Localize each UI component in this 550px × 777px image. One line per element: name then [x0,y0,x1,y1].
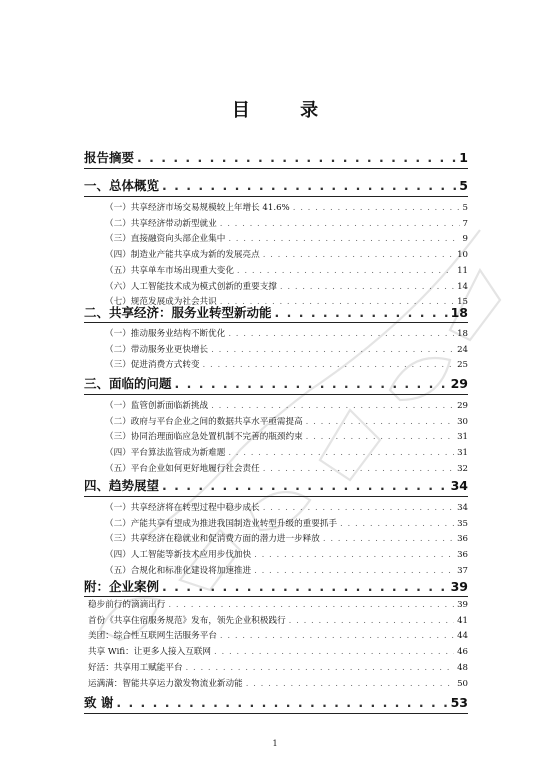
toc-item[interactable] [105,446,468,458]
toc-item[interactable] [105,415,468,427]
toc-item-title: （四）平台算法监管成为新难题 [105,448,226,459]
toc-section-5[interactable] [84,476,468,494]
dot-leader [214,647,454,657]
toc-item-page: 18 [457,329,468,339]
section-rule [84,168,468,169]
section-rule [84,496,468,497]
toc-item-page: 11 [457,265,468,276]
toc-item-page: 24 [457,344,468,355]
dot-leader [263,250,454,260]
toc-item[interactable] [88,645,468,657]
dot-leader [228,329,454,339]
dot-leader [137,150,456,165]
toc-item-title: 运满满：智能共享运力激发物流业新动能 [88,678,243,689]
dot-leader [228,448,454,458]
toc-item-title: （五）平台企业如何更好地履行社会责任 [105,463,260,474]
toc-item-page: 10 [457,250,468,261]
toc-item[interactable] [105,564,468,576]
toc-item-title: 美团：综合性互联网生活服务平台 [88,631,217,642]
section-rule [84,196,468,197]
toc-item-title: （三）直接融资向头部企业集中 [105,234,226,245]
toc-item-title: （一）监管创新面临新挑战 [105,401,209,411]
toc-section-page: 29 [450,376,468,391]
toc-item-title: （三）促进消费方式转变 [105,360,200,371]
toc-item-page: 36 [457,550,468,561]
dot-leader [237,266,454,276]
toc-item-title: 稳步前行的滴滴出行 [88,600,166,610]
dot-leader [186,663,455,673]
toc-item-title: （四）制造业产能共享成为新的发展亮点 [105,250,260,261]
dot-leader [246,679,454,689]
toc-section-2[interactable] [84,176,468,194]
toc-section-page: 5 [459,178,468,193]
toc-section-page: 18 [450,305,468,320]
dot-leader [162,178,456,193]
dot-leader [175,376,448,391]
dot-leader [162,579,448,594]
toc-section-page: 1 [459,150,468,165]
toc-item-page: 46 [457,647,468,658]
dot-leader [116,695,447,710]
toc-item[interactable] [88,614,468,626]
dot-leader [306,432,454,442]
toc-item-title: 好活：共享用工赋能平台 [88,662,183,673]
toc-item-page: 44 [457,631,468,642]
toc-item[interactable] [105,343,468,355]
toc-item[interactable] [105,501,468,513]
toc-item-page: 35 [457,518,468,529]
toc-item[interactable] [105,264,468,276]
toc-item-page: 29 [457,401,468,411]
toc-item[interactable] [105,201,468,213]
toc-item-title: （二）政府与平台企业之间的数据共享水平亟需提高 [105,416,303,427]
dot-leader [275,305,448,320]
toc-item-title: （五）共享单车市场出现重大变化 [105,265,234,276]
dot-leader [263,503,454,513]
toc-section-1[interactable] [84,148,468,166]
toc-section-title: 附：企业案例 [84,579,160,594]
toc-item[interactable] [88,661,468,673]
toc-section-6[interactable] [84,577,468,595]
toc-item-title: （二）带动服务业更快增长 [105,344,209,355]
toc-item-page: 32 [457,463,468,474]
toc-item-page: 25 [457,360,468,371]
toc-item[interactable] [105,430,468,442]
toc-item[interactable] [105,517,468,529]
toc-item[interactable] [105,532,468,544]
dot-leader [293,203,460,213]
page-number: 1 [272,739,278,748]
toc-item-title: （七）规范发展成为社会共识 [105,297,217,308]
toc-item-page: 7 [462,218,468,229]
dot-leader [323,534,454,544]
toc-item-title: 首份《共享住宿服务规范》发布，领先企业积极践行 [88,615,286,626]
toc-item-page: 37 [457,565,468,576]
toc-section-title: 二、共享经济：服务业转型新动能 [84,305,272,320]
toc-item[interactable] [88,598,468,610]
dot-leader [168,600,454,610]
toc-section-title: 一、总体概览 [84,178,160,193]
toc-item-page: 48 [457,662,468,673]
toc-item[interactable] [105,232,468,244]
toc-section-title: 报告摘要 [84,150,135,165]
toc-item-page: 34 [457,503,468,513]
toc-item-title: （二）共享经济带动新型就业 [105,218,217,229]
toc-item-page: 36 [457,534,468,545]
dot-leader [263,464,454,474]
toc-item-title: （六）人工智能技术成为模式创新的重要支撑 [105,281,277,292]
section-rule [84,394,468,395]
toc-section-4[interactable] [84,374,468,392]
toc-item-title: （一）共享经济将在转型过程中稳步成长 [105,503,260,513]
dot-leader [211,345,454,355]
page-title: 目 录 [231,100,341,121]
dot-leader [254,550,454,560]
toc-item-page: 15 [457,297,468,308]
dot-leader [211,401,454,411]
toc-item-page: 14 [457,281,468,292]
toc-item-page: 9 [462,234,468,245]
toc-item-page: 30 [457,416,468,427]
toc-item-title: （一）推动服务业结构不断优化 [105,329,226,339]
dot-leader [306,417,454,427]
toc-item-title: 共享 Wifi：让更多人接入互联网 [88,647,212,658]
toc-item-page: 5 [462,203,468,213]
toc-item[interactable] [88,629,468,641]
toc-item[interactable] [105,280,468,292]
toc-item[interactable] [105,248,468,260]
dot-leader [220,631,454,641]
toc-section-page: 53 [450,695,468,710]
dot-leader [220,219,460,229]
dot-leader [228,234,459,244]
toc-item[interactable] [105,358,468,370]
toc-item[interactable] [105,548,468,560]
toc-section-7[interactable] [84,693,468,711]
dot-leader [203,360,455,370]
dot-leader [280,282,454,292]
toc-item-title: （五）合规化和标准化建设将加速推进 [105,565,252,576]
toc-item-title: （三）协同治理面临应急处置机制不完善的瓶颈约束 [105,432,303,443]
section-rule [84,322,468,323]
toc-section-page: 34 [450,478,468,493]
toc-item-title: （一）共享经济市场交易规模较上年增长 41.6% [105,203,290,213]
toc-item[interactable] [105,399,468,411]
toc-item[interactable] [105,327,468,339]
toc-item-page: 50 [457,678,468,689]
section-rule [84,713,468,714]
dot-leader [289,616,454,626]
toc-item-title: （三）共享经济在稳就业和促消费方面的潜力进一步释放 [105,534,320,545]
dot-leader [340,519,454,529]
toc-item[interactable] [105,462,468,474]
dot-leader [254,566,454,576]
toc-item[interactable] [105,217,468,229]
section-rule [84,596,468,597]
toc-item-page: 31 [457,432,468,443]
toc-item-page: 31 [457,448,468,459]
toc-item-page: 41 [457,615,468,626]
toc-item-title: （四）人工智能等新技术应用步伐加快 [105,550,252,561]
toc-section-3[interactable] [84,303,468,321]
toc-item-title: （二）产能共享有望成为推进我国制造业转型升级的重要抓手 [105,518,338,529]
toc-section-title: 四、趋势展望 [84,478,160,493]
toc-item-page: 39 [457,600,468,610]
toc-item[interactable] [88,677,468,689]
toc-section-title: 三、面临的问题 [84,376,172,391]
toc-section-page: 39 [450,579,468,594]
toc-section-title: 致 谢 [84,695,114,710]
dot-leader [162,478,448,493]
